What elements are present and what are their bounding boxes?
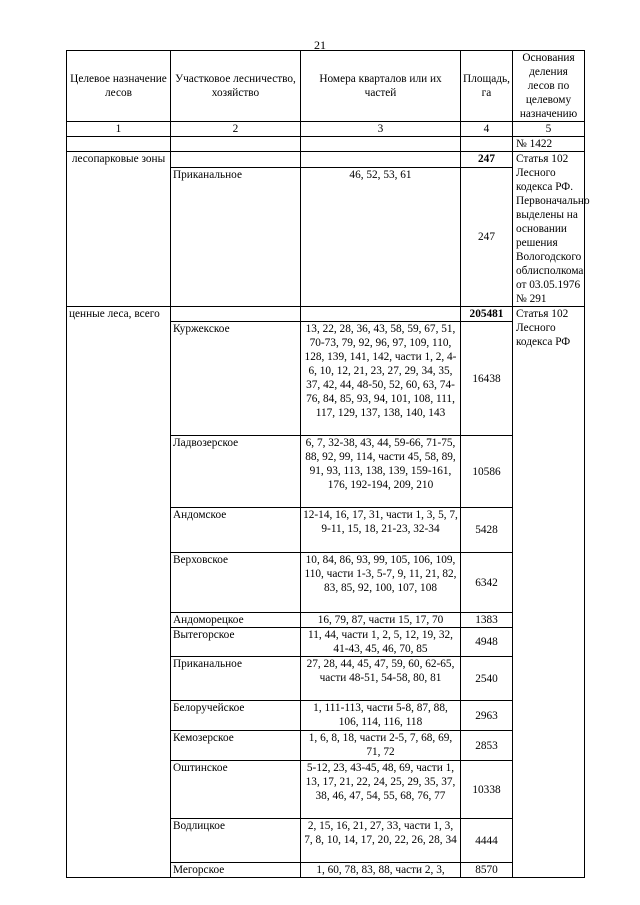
- header-purpose: Целевое назначение лесов: [67, 51, 171, 122]
- continuation-basis: № 1422: [513, 137, 585, 152]
- quarters-cell: 13, 22, 28, 36, 43, 58, 59, 67, 51, 70-73, 79, 92, 96, 97, 109, 110, 128, 139, 141, 142, части 1, 2, 4-6, 10, 12, 21, 23, 27, 29, 34, 35, 37, 42, 44, 48-50, 52, 60, 63, 74-76, 84, 85, 93, 94, 101, 108, 111, 117, 129, 137, 138, 140, 143: [301, 322, 461, 436]
- quarters-cell: 12-14, 16, 17, 31, части 1, 3, 5, 7, 9-11, 15, 18, 21-23, 32-34: [301, 508, 461, 553]
- header-quarters: Номера кварталов или их частей: [301, 51, 461, 122]
- header-basis: Основания деления лесов по целевому назначению: [513, 51, 585, 122]
- col-number: 1: [67, 122, 171, 137]
- quarters-cell: 1, 111-113, части 5-8, 87, 88, 106, 114, 116, 118: [301, 701, 461, 731]
- forestry-unit: Водлицкое: [171, 819, 301, 863]
- area-cell: 1383: [461, 613, 513, 628]
- valuable-total: 205481: [469, 308, 504, 320]
- forestry-unit: Оштинское: [171, 761, 301, 819]
- quarters-cell: 16, 79, 87, части 15, 17, 70: [301, 613, 461, 628]
- quarters-cell: 5-12, 23, 43-45, 48, 69, части 1, 13, 17, 21, 22, 24, 25, 29, 35, 37, 38, 46, 47, 54, 55, 68, 76, 77: [301, 761, 461, 819]
- table-header-row: [67, 51, 585, 122]
- quarters-cell: 10, 84, 86, 93, 99, 105, 106, 109, 110, части 1-3, 5-7, 9, 11, 21, 82, 83, 85, 92, 100, 107, 108: [301, 553, 461, 613]
- forest-park-category: лесопарковые зоны: [67, 152, 171, 307]
- page-number: 21: [314, 38, 326, 52]
- col-number: 3: [301, 122, 461, 137]
- forestry-unit: Ладвозерское: [171, 436, 301, 508]
- continuation-row: [67, 137, 585, 152]
- quarters-cell: 1, 60, 78, 83, 88, части 2, 3,: [301, 863, 461, 878]
- col-number: 4: [461, 122, 513, 137]
- forest-park-basis: Статья 102 Лесного кодекса РФ. Первоначально выделены на основании решения Вологодского облисполкома от 03.05.1976 № 291: [513, 152, 585, 307]
- forest-park-quarters: 46, 52, 53, 61: [301, 168, 461, 307]
- area-cell: 4444: [461, 819, 513, 863]
- quarters-cell: 1, 6, 8, 18, части 2-5, 7, 68, 69, 71, 72: [301, 731, 461, 761]
- forestry-unit: Андоморецкое: [171, 613, 301, 628]
- quarters-cell: 2, 15, 16, 21, 27, 33, части 1, 3, 7, 8, 10, 14, 17, 20, 22, 26, 28, 34: [301, 819, 461, 863]
- header-forestry: Участковое лесничество, хозяйство: [171, 51, 301, 122]
- forestry-unit: Приканальное: [171, 657, 301, 701]
- col-number: 5: [513, 122, 585, 137]
- area-cell: 2963: [461, 701, 513, 731]
- area-cell: 10338: [461, 761, 513, 819]
- forest-purpose-table: [66, 50, 590, 878]
- area-cell: 6342: [461, 553, 513, 613]
- forestry-unit: Куржекское: [171, 322, 301, 436]
- area-cell: 8570: [461, 863, 513, 878]
- area-cell: 10586: [461, 436, 513, 508]
- area-cell: 5428: [461, 508, 513, 553]
- forestry-unit: Белоручейское: [171, 701, 301, 731]
- valuable-category: ценные леса, всего: [67, 307, 171, 878]
- forest-park-total: 247: [478, 153, 495, 165]
- forest-park-total-row: [67, 152, 585, 168]
- area-cell: 2853: [461, 731, 513, 761]
- forest-park-area: 247: [461, 168, 513, 307]
- forestry-unit: Андомское: [171, 508, 301, 553]
- forestry-unit: Вытегорское: [171, 628, 301, 657]
- column-number-row: [67, 122, 585, 137]
- forest-park-unit: Приканальное: [171, 168, 301, 307]
- header-area: Площадь, га: [461, 51, 513, 122]
- valuable-total-row: [67, 307, 585, 322]
- forestry-unit: Кемозерское: [171, 731, 301, 761]
- area-cell: 2540: [461, 657, 513, 701]
- forestry-unit: Верховское: [171, 553, 301, 613]
- forestry-unit: Мегорское: [171, 863, 301, 878]
- col-number: 2: [171, 122, 301, 137]
- valuable-basis: Статья 102 Лесного кодекса РФ: [513, 307, 585, 878]
- quarters-cell: 27, 28, 44, 45, 47, 59, 60, 62-65, части 48-51, 54-58, 80, 81: [301, 657, 461, 701]
- quarters-cell: 11, 44, части 1, 2, 5, 12, 19, 32, 41-43, 45, 46, 70, 85: [301, 628, 461, 657]
- quarters-cell: 6, 7, 32-38, 43, 44, 59-66, 71-75, 88, 92, 99, 114, части 45, 58, 89, 91, 93, 113, 138, 139, 159-161, 176, 192-194, 209, 210: [301, 436, 461, 508]
- area-cell: 4948: [461, 628, 513, 657]
- area-cell: 16438: [461, 322, 513, 436]
